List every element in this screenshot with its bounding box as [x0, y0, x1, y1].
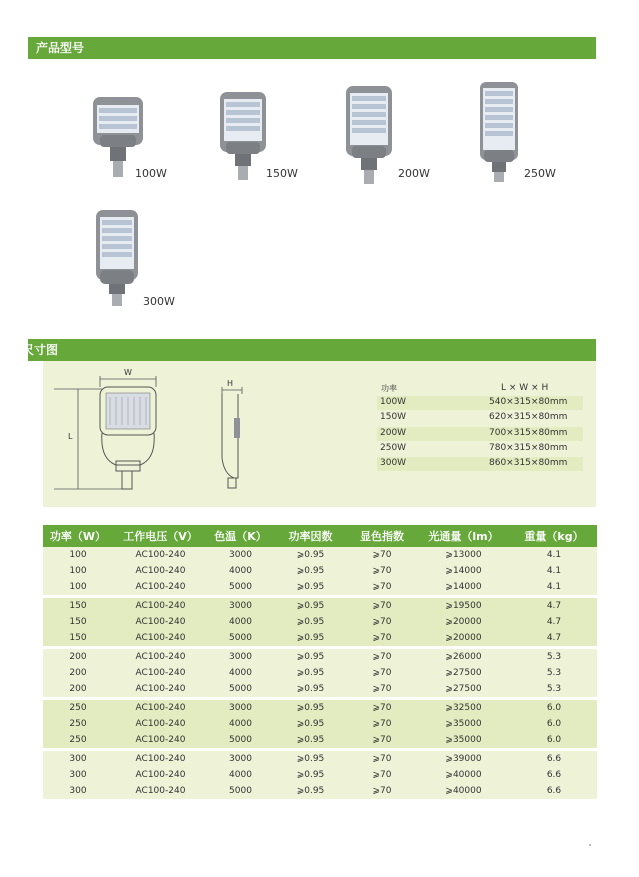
cell-lumen: ⩾20000: [416, 614, 511, 630]
cell-power: 150: [43, 614, 113, 630]
cell-weight: 6.0: [511, 700, 597, 716]
cell-power: 150: [43, 630, 113, 646]
table-row: [43, 630, 597, 646]
cell-color-temp: 4000: [208, 716, 273, 732]
cell-weight: 5.3: [511, 649, 597, 665]
cell-voltage: AC100-240: [113, 751, 208, 767]
section-title-models: 产品型号: [36, 41, 85, 55]
cell-weight: 4.7: [511, 598, 597, 614]
cell-power: 250: [43, 716, 113, 732]
cell-voltage: AC100-240: [113, 630, 208, 646]
cell-voltage: AC100-240: [113, 732, 208, 748]
spec-table-header: [43, 525, 597, 547]
cell-voltage: AC100-240: [113, 783, 208, 799]
table-row: [43, 732, 597, 748]
cell-power: 200: [43, 649, 113, 665]
cell-power-factor: ⩾0.95: [273, 649, 348, 665]
dim-row-watt: 200W: [380, 428, 407, 438]
cell-power-factor: ⩾0.95: [273, 614, 348, 630]
header-voltage: 工作电压（V）: [113, 525, 208, 547]
dim-table-row: [377, 457, 583, 471]
table-row: [43, 751, 597, 767]
cell-power-factor: ⩾0.95: [273, 783, 348, 799]
cell-color-temp: 5000: [208, 630, 273, 646]
header-color-temp: 色温（K）: [208, 525, 273, 547]
dim-row-watt: 300W: [380, 458, 407, 468]
dim-row-size: 620×315×80mm: [489, 412, 568, 422]
cell-power: 200: [43, 665, 113, 681]
cell-weight: 5.3: [511, 681, 597, 697]
table-row: [43, 579, 597, 595]
cell-voltage: AC100-240: [113, 614, 208, 630]
cell-lumen: ⩾27500: [416, 665, 511, 681]
cell-cri: ⩾70: [348, 665, 416, 681]
cell-power-factor: ⩾0.95: [273, 630, 348, 646]
section-header-models: [28, 37, 596, 59]
dim-row-size: 860×315×80mm: [489, 458, 568, 468]
cell-power-factor: ⩾0.95: [273, 716, 348, 732]
cell-cri: ⩾70: [348, 614, 416, 630]
table-row: [43, 547, 597, 563]
dim-row-size: 780×315×80mm: [489, 443, 568, 453]
cell-weight: 6.0: [511, 716, 597, 732]
cell-power: 300: [43, 751, 113, 767]
table-row: [43, 767, 597, 783]
cell-lumen: ⩾26000: [416, 649, 511, 665]
cell-color-temp: 4000: [208, 767, 273, 783]
street-light-200w-image: [344, 84, 394, 186]
street-light-300w-image: [94, 208, 140, 308]
cell-cri: ⩾70: [348, 649, 416, 665]
cell-cri: ⩾70: [348, 630, 416, 646]
cell-voltage: AC100-240: [113, 700, 208, 716]
cell-cri: ⩾70: [348, 751, 416, 767]
dim-table-row: [377, 442, 583, 456]
cell-cri: ⩾70: [348, 547, 416, 563]
cell-weight: 4.7: [511, 630, 597, 646]
cell-cri: ⩾70: [348, 681, 416, 697]
cell-lumen: ⩾20000: [416, 630, 511, 646]
cell-voltage: AC100-240: [113, 649, 208, 665]
cell-lumen: ⩾40000: [416, 783, 511, 799]
cell-lumen: ⩾40000: [416, 767, 511, 783]
product-watt-label: 150W: [266, 167, 298, 180]
cell-power: 100: [43, 547, 113, 563]
cell-power: 250: [43, 732, 113, 748]
cell-lumen: ⩾14000: [416, 563, 511, 579]
side-view-drawing: [214, 378, 250, 490]
cell-color-temp: 3000: [208, 649, 273, 665]
product-watt-label: 200W: [398, 167, 430, 180]
cell-power-factor: ⩾0.95: [273, 681, 348, 697]
dim-row-watt: 250W: [380, 443, 407, 453]
cell-color-temp: 5000: [208, 579, 273, 595]
cell-power-factor: ⩾0.95: [273, 579, 348, 595]
dim-table-row: [377, 411, 583, 425]
cell-power: 100: [43, 579, 113, 595]
cell-power-factor: ⩾0.95: [273, 598, 348, 614]
cell-weight: 6.6: [511, 783, 597, 799]
dim-table-header-dims: L × W × H: [501, 383, 549, 393]
cell-cri: ⩾70: [348, 783, 416, 799]
cell-weight: 6.6: [511, 751, 597, 767]
cell-voltage: AC100-240: [113, 547, 208, 563]
cell-power: 200: [43, 681, 113, 697]
table-row: [43, 700, 597, 716]
product-watt-label: 250W: [524, 167, 556, 180]
cell-voltage: AC100-240: [113, 716, 208, 732]
cell-cri: ⩾70: [348, 563, 416, 579]
table-row: [43, 681, 597, 697]
header-power-factor: 功率因数: [273, 525, 348, 547]
table-row: [43, 563, 597, 579]
cell-cri: ⩾70: [348, 732, 416, 748]
cell-cri: ⩾70: [348, 767, 416, 783]
dim-row-size: 540×315×80mm: [489, 397, 568, 407]
cell-color-temp: 5000: [208, 732, 273, 748]
table-row: [43, 614, 597, 630]
cell-power-factor: ⩾0.95: [273, 767, 348, 783]
page-dot: [588, 843, 592, 847]
cell-power: 150: [43, 598, 113, 614]
cell-power-factor: ⩾0.95: [273, 547, 348, 563]
table-row: [43, 598, 597, 614]
section-header-dimensions: [22, 339, 596, 361]
street-light-150w-image: [218, 90, 268, 182]
cell-power-factor: ⩾0.95: [273, 732, 348, 748]
cell-weight: 4.1: [511, 579, 597, 595]
cell-lumen: ⩾14000: [416, 579, 511, 595]
cell-lumen: ⩾13000: [416, 547, 511, 563]
cell-voltage: AC100-240: [113, 598, 208, 614]
cell-weight: 4.7: [511, 614, 597, 630]
cell-voltage: AC100-240: [113, 767, 208, 783]
cell-color-temp: 3000: [208, 751, 273, 767]
header-cri: 显色指数: [348, 525, 416, 547]
cell-power: 300: [43, 783, 113, 799]
cell-lumen: ⩾27500: [416, 681, 511, 697]
cell-power: 250: [43, 700, 113, 716]
dim-label-w: W: [124, 368, 132, 377]
cell-weight: 5.3: [511, 665, 597, 681]
cell-weight: 4.1: [511, 563, 597, 579]
cell-cri: ⩾70: [348, 598, 416, 614]
cell-voltage: AC100-240: [113, 681, 208, 697]
dim-table-row: [377, 427, 583, 441]
cell-lumen: ⩾39000: [416, 751, 511, 767]
cell-power-factor: ⩾0.95: [273, 700, 348, 716]
cell-power-factor: ⩾0.95: [273, 563, 348, 579]
cell-voltage: AC100-240: [113, 579, 208, 595]
table-row: [43, 649, 597, 665]
spec-table: [43, 525, 597, 799]
dim-label-h: H: [227, 379, 234, 388]
cell-color-temp: 5000: [208, 681, 273, 697]
cell-weight: 6.6: [511, 767, 597, 783]
dim-row-watt: 150W: [380, 412, 407, 422]
table-row: [43, 716, 597, 732]
front-view-drawing: [52, 367, 162, 495]
cell-voltage: AC100-240: [113, 563, 208, 579]
table-row: [43, 665, 597, 681]
header-weight: 重量（kg）: [511, 525, 597, 547]
section-title-dimensions: 尺寸图: [22, 343, 59, 357]
dim-label-l: L: [68, 432, 73, 441]
product-watt-label: 100W: [135, 167, 167, 180]
cell-weight: 6.0: [511, 732, 597, 748]
cell-color-temp: 3000: [208, 547, 273, 563]
cell-cri: ⩾70: [348, 579, 416, 595]
cell-color-temp: 3000: [208, 700, 273, 716]
table-row: [43, 783, 597, 799]
cell-weight: 4.1: [511, 547, 597, 563]
header-power: 功率（W）: [43, 525, 113, 547]
cell-color-temp: 3000: [208, 598, 273, 614]
cell-cri: ⩾70: [348, 700, 416, 716]
cell-voltage: AC100-240: [113, 665, 208, 681]
dim-row-watt: 100W: [380, 397, 407, 407]
cell-power: 100: [43, 563, 113, 579]
cell-color-temp: 4000: [208, 614, 273, 630]
cell-power: 300: [43, 767, 113, 783]
cell-lumen: ⩾19500: [416, 598, 511, 614]
cell-color-temp: 4000: [208, 665, 273, 681]
cell-color-temp: 5000: [208, 783, 273, 799]
cell-color-temp: 4000: [208, 563, 273, 579]
dim-table-row: [377, 396, 583, 410]
dim-row-size: 700×315×80mm: [489, 428, 568, 438]
street-light-250w-image: [478, 80, 520, 184]
cell-lumen: ⩾32500: [416, 700, 511, 716]
header-lumen: 光通量（lm）: [416, 525, 511, 547]
product-watt-label: 300W: [143, 295, 175, 308]
cell-power-factor: ⩾0.95: [273, 751, 348, 767]
cell-power-factor: ⩾0.95: [273, 665, 348, 681]
cell-cri: ⩾70: [348, 716, 416, 732]
dim-table-header-power: 功率: [381, 384, 397, 393]
cell-lumen: ⩾35000: [416, 716, 511, 732]
cell-lumen: ⩾35000: [416, 732, 511, 748]
